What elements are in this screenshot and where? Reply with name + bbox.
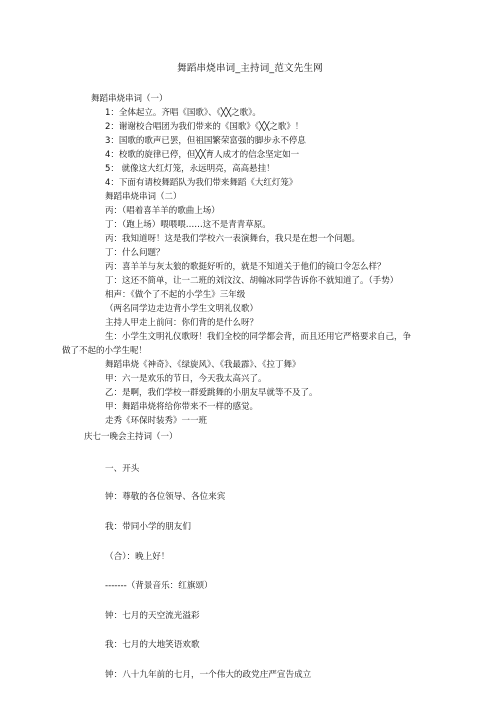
text-line: -------（背景音乐：红旗颂）: [105, 581, 213, 591]
text-line: 乙：是啊，我们学校一群爱跳舞的小朋友早就等不及了。: [105, 388, 318, 398]
text-line: 钟：八十九年前的七月，一个伟大的政党庄严宣告成立: [105, 670, 312, 680]
text-line: 舞蹈串烧《神奇》、《绿旋风》、《我最霹》、《拉丁舞》: [105, 360, 301, 370]
heading-2: 舞蹈串烧串词（二）: [105, 192, 182, 202]
text-line: （合）：晚上好！: [105, 552, 170, 562]
page-title: 舞蹈串烧串词_主持词_范文先生网: [177, 63, 323, 74]
text-line: 5： 就像这大红灯笼，永远明亮，高高悬挂！: [105, 164, 275, 174]
text-line: 钟：七月的天空流光溢彩: [105, 611, 200, 621]
text-line: 甲：六一是欢乐的节日，今天我太高兴了。: [105, 374, 267, 384]
text-line: 1：全体起立。齐唱《国歌》、《╳╳之歌》。: [105, 108, 261, 118]
text-line: 丁：这还不简单，让一二班的刘汶汶、胡翰冰同学告诉你不就知道了。（手势）: [105, 276, 399, 286]
heading-1: 舞蹈串烧串词（一）: [91, 94, 168, 104]
text-line: 丁：什么问题？: [105, 248, 165, 258]
text-line: 相声：《做个了不起的小学生》三年级: [105, 290, 246, 300]
text-line: 2：谢谢校合唱团为我们带来的《国歌》《╳╳之歌》！: [105, 122, 304, 132]
text-line: 一、开头: [105, 464, 140, 474]
text-line: 钟：尊敬的各位领导、各位来宾: [105, 492, 226, 502]
text-line: 我：七月的大地笑语欢歌: [105, 640, 200, 650]
heading-3: 庆七一晚会主持词（一）: [84, 432, 178, 442]
text-line: 4：校歌的旋律已停，但╳╳育人成才的信念坚定如一: [105, 150, 300, 160]
text-line: 甲：舞蹈串烧将给你带来不一样的感觉。: [105, 402, 259, 412]
text-line: 3：国歌的歌声已罢，但祖国繁荣富强的脚步永不停息: [105, 136, 306, 146]
text-line: 4：下面有请校舞蹈队为我们带来舞蹈《大红灯笼》: [105, 178, 298, 188]
text-line: 生：小学生文明礼仪歌呀！我们全校的同学都会背，而且还用它严格要求自己，争: [105, 332, 412, 342]
text-line-continued: 做了不起的小学生呢！: [62, 346, 148, 356]
text-line: 丙：我知道呀！这是我们学校六一表演舞台，我只是在想一个问题。: [105, 234, 361, 244]
text-line: 走秀《环保时装秀》一一班: [105, 416, 208, 426]
text-line: 丁：（跑上场）喂喂喂……这不是青青草原。: [105, 220, 271, 230]
text-line: 丙：喜羊羊与灰太狼的歌挺好听的，就是不知道关于他们的镜口令怎么样？: [105, 262, 386, 272]
text-line: （两名同学边走边背小学生文明礼仪歌）: [105, 304, 259, 314]
text-line: 主持人甲走上前问：你们背的是什么呀？: [105, 318, 259, 328]
text-line: 我：带同小学的朋友们: [105, 522, 191, 532]
text-line: 丙：（唱着喜羊羊的歌曲上场）: [105, 206, 220, 216]
